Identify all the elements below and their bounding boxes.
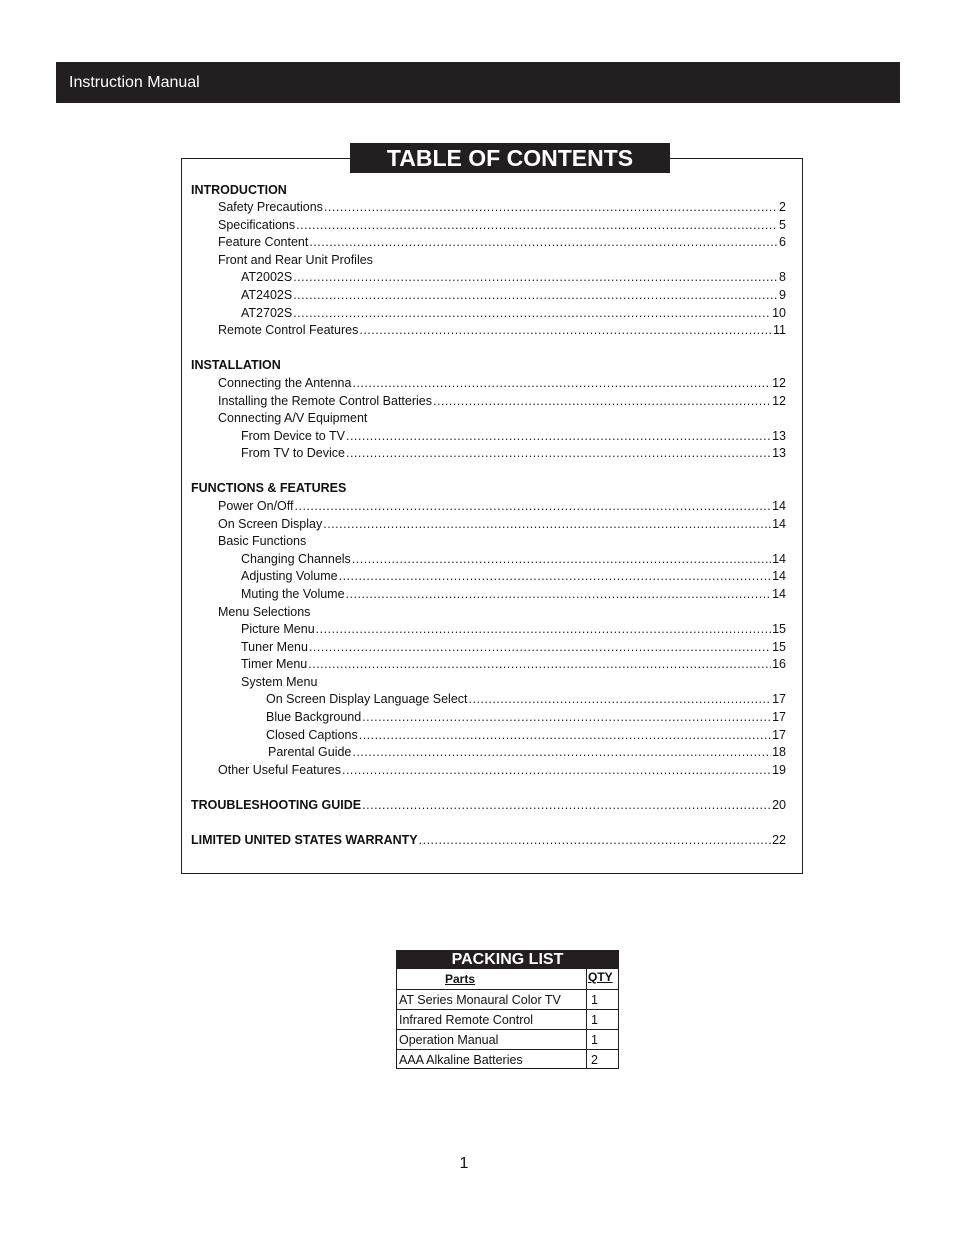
part-name: Infrared Remote Control [399,1013,534,1027]
header-title: Instruction Manual [69,74,200,91]
qty-column-header: QTY [588,970,613,984]
toc-entry-label: Connecting the Antenna [218,376,352,390]
toc-entry-label: FUNCTIONS & FEATURES [191,481,347,495]
toc-entry [241,428,786,445]
part-name: AT Series Monaural Color TV [399,993,561,1007]
toc-entry-label: TROUBLESHOOTING GUIDE [191,798,362,812]
toc-entry-page: 10 [772,306,786,320]
toc-title: TABLE OF CONTENTS [350,143,670,173]
toc-entry [266,709,786,726]
toc-entry-label: Specifications [218,218,296,232]
toc-entry-page: 20 [772,798,786,812]
toc-entry-page: 12 [772,394,786,408]
toc-entry-page: 9 [779,288,786,302]
toc-entry-label: INSTALLATION [191,358,281,372]
toc-entry-page: 14 [772,517,786,531]
toc-entry-label: Remote Control Features [218,323,359,337]
dot-leader [469,691,772,708]
toc-entry [218,762,786,779]
part-qty: 1 [591,993,598,1007]
dot-leader [419,832,771,849]
toc-entry [218,393,786,410]
toc-entry-page: 13 [772,446,786,460]
toc-entry [241,568,786,585]
toc-entry-label: Menu Selections [218,605,311,619]
dot-leader [293,287,778,304]
part-name: Operation Manual [399,1033,499,1047]
toc-entry-page: 13 [772,429,786,443]
toc-entry [241,656,786,673]
parts-column-header: Parts [445,972,476,986]
table-row [396,989,619,1009]
dot-leader [346,428,771,445]
toc-section-heading [191,797,786,814]
toc-entry-page: 6 [779,235,786,249]
part-qty: 1 [591,1033,598,1047]
toc-entry [218,498,786,515]
toc-entry [241,287,786,304]
dot-leader [346,445,771,462]
part-qty: 2 [591,1053,598,1067]
toc-entry-page: 18 [772,745,786,759]
toc-entry-page: 15 [772,640,786,654]
toc-entry-page: 12 [772,376,786,390]
dot-leader [295,498,772,515]
toc-entry-label: LIMITED UNITED STATES WARRANTY [191,833,418,847]
toc-entry [218,199,786,216]
toc-entry-label: On Screen Display Language Select [266,692,468,706]
toc-entry [218,322,786,339]
toc-entry-page: 17 [772,728,786,742]
toc-entry-label: Muting the Volume [241,587,345,601]
toc-entry [266,691,786,708]
part-qty: 1 [591,1013,598,1027]
toc-entry-label: Timer Menu [241,657,308,671]
dot-leader [352,744,771,761]
packing-list-title: PACKING LIST [396,950,619,969]
toc-entry [218,375,786,392]
toc-entry-page: 5 [779,218,786,232]
dot-leader [342,762,771,779]
dot-leader [324,199,778,216]
dot-leader [339,568,772,585]
toc-entry [218,252,373,269]
dot-leader [352,551,771,568]
toc-entry-page: 14 [772,499,786,513]
dot-leader [293,269,778,286]
toc-section-heading [191,480,346,497]
toc-entry-label: Basic Functions [218,534,307,548]
toc-entry-page: 2 [779,200,786,214]
toc-section-heading [191,832,786,849]
toc-entry-label: Safety Precautions [218,200,323,214]
dot-leader [433,393,771,410]
toc-entry [241,639,786,656]
table-row [396,1029,619,1049]
toc-entry-label: Picture Menu [241,622,315,636]
toc-entry [241,305,786,322]
toc-entry-label: Closed Captions [266,728,358,742]
page-number: 1 [459,1155,469,1172]
toc-entry [218,217,786,234]
toc-entry-page: 14 [772,569,786,583]
toc-entry-label: AT2402S [241,288,293,302]
toc-entry [241,621,786,638]
part-name: AAA Alkaline Batteries [399,1053,523,1067]
dot-leader [362,709,771,726]
toc-entry-label: Changing Channels [241,552,351,566]
toc-entry-label: Tuner Menu [241,640,308,654]
dot-leader [362,797,771,814]
toc-entry-label: Blue Background [266,710,362,724]
toc-section-heading [191,182,287,199]
toc-entry [266,727,786,744]
dot-leader [346,586,772,603]
toc-entry [241,445,786,462]
toc-entry-label: On Screen Display [218,517,323,531]
dot-leader [323,516,771,533]
toc-entry-page: 17 [772,710,786,724]
toc-entry-page: 14 [772,587,786,601]
toc-entry [218,533,306,550]
toc-entry-label: Feature Content [218,235,309,249]
toc-entry-label: AT2002S [241,270,293,284]
toc-entry [268,744,786,761]
toc-entry-page: 17 [772,692,786,706]
toc-entry [241,269,786,286]
toc-entry [241,674,317,691]
dot-leader [316,621,771,638]
toc-entry-page: 11 [773,323,786,337]
toc-entry-label: Installing the Remote Control Batteries [218,394,432,408]
toc-entry-page: 8 [779,270,786,284]
dot-leader [352,375,771,392]
toc-entry-page: 16 [772,657,786,671]
toc-entry [241,551,786,568]
toc-entry-label: AT2702S [241,306,293,320]
dot-leader [293,305,771,322]
toc-entry-label: Parental Guide [268,745,352,759]
dot-leader [359,322,772,339]
toc-entry [218,604,310,621]
toc-entry-label: Power On/Off [218,499,294,513]
toc-entry-label: System Menu [241,675,318,689]
toc-entry-label: Connecting A/V Equipment [218,411,368,425]
toc-entry-label: INTRODUCTION [191,183,287,197]
toc-entry-page: 19 [772,763,786,777]
toc-entry-page: 22 [772,833,786,847]
dot-leader [296,217,778,234]
toc-entry-label: From TV to Device [241,446,345,460]
toc-entry-page: 14 [772,552,786,566]
toc-entry-page: 15 [772,622,786,636]
toc-entry-label: Adjusting Volume [241,569,338,583]
dot-leader [308,656,771,673]
dot-leader [309,639,771,656]
toc-section-heading [191,357,281,374]
table-row [396,1049,619,1069]
toc-entry-label: Other Useful Features [218,763,341,777]
table-row [396,1009,619,1029]
toc-entry-label: From Device to TV [241,429,345,443]
dot-leader [359,727,771,744]
toc-entry [218,410,367,427]
toc-entry [241,586,786,603]
toc-entry [218,234,786,251]
dot-leader [309,234,778,251]
toc-entry [218,516,786,533]
toc-entry-label: Front and Rear Unit Profiles [218,253,373,267]
